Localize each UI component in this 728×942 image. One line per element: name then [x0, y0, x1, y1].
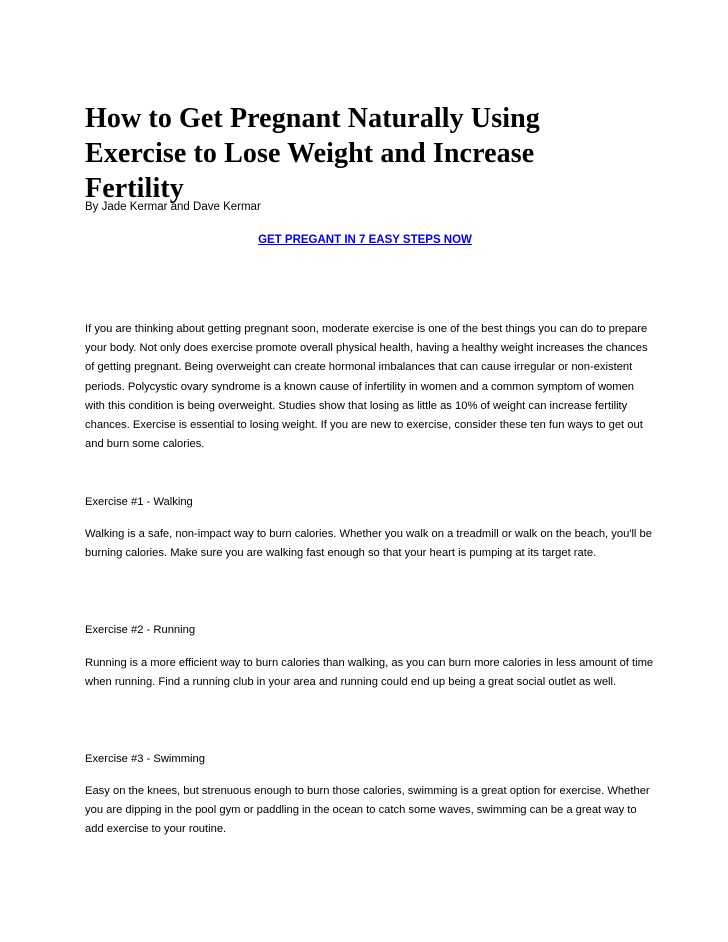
- get-pregnant-link[interactable]: GET PREGANT IN 7 EASY STEPS NOW: [258, 234, 472, 246]
- section-text-swimming: Easy on the knees, but strenuous enough to burn those calories, swimming is a great option for exercise. Whether you are dipping in the pool gym or paddling in the ocean to catch some waves, swimming can be a great way to add exercise to your routine.: [85, 785, 650, 836]
- section-heading-swimming: Exercise #3 - Swimming: [85, 753, 205, 765]
- intro-paragraph: If you are thinking about getting pregnant soon, moderate exercise is one of the best things you can do to prepare your body. Not only does exercise promote overall physical health, having a healthy weight increases the chances of getting pregnant. Being overweight can create hormonal imbalances that can cause irregular or non-existent periods. Polycystic ovary syndrome is a known cause of infertility in women and a common symptom of women with this condition is being overweight. Studies show that losing as little as 10% of weight can increase fertility chances. Exercise is essential to losing weight. If you are new to exercise, consider these ten fun ways to get out and burn some calories.: [85, 323, 648, 451]
- section-heading-running: Exercise #2 - Running: [85, 624, 196, 636]
- section-text-walking: Walking is a safe, non-impact way to burn calories. Whether you walk on a treadmill or walk on the beach, you'll be burning calories. Make sure you are walking fast enough so that your heart is pumping at its target rate.: [85, 528, 652, 560]
- article-byline: By Jade Kermar and Dave Kermar: [85, 201, 261, 213]
- section-heading-walking: Exercise #1 - Walking: [85, 496, 193, 508]
- article-title: How to Get Pregnant Naturally Using Exercise to Lose Weight and Increase Fertility: [85, 103, 540, 204]
- section-text-running: Running is a more efficient way to burn calories than walking, as you can burn more calories in less amount of time when running. Find a running club in your area and running could end up being a great social outlet as well.: [85, 657, 654, 689]
